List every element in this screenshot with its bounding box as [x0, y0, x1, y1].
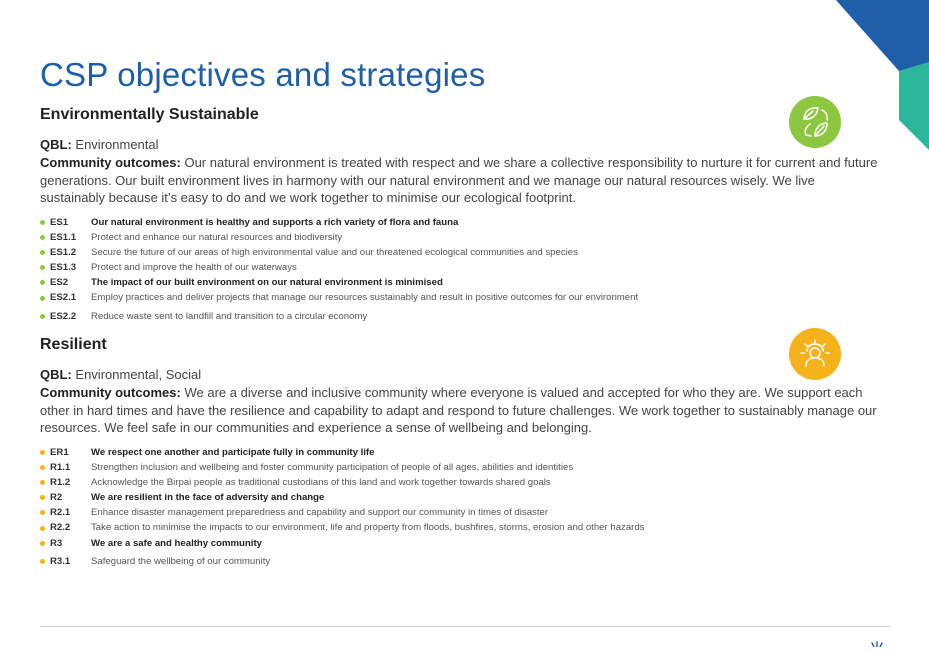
corner-teal-shape [836, 0, 929, 71]
strategy-item [40, 445, 880, 460]
outcomes-label: Community outcomes: [40, 385, 181, 400]
bullet-dot-icon [40, 235, 45, 240]
bullet-dot-icon [40, 541, 45, 546]
strategy-code: R2.1 [50, 507, 71, 519]
section-heading: Environmentally Sustainable [40, 106, 259, 123]
strategy-text: Take action to minimise the impacts to our environment, life and property from floods, bushfires, storms, erosion and other hazards [91, 522, 645, 534]
strategy-item [40, 490, 880, 505]
strategy-text: We respect one another and participate fully in community life [91, 446, 375, 458]
strategy-code: ER1 [50, 446, 69, 458]
strategy-code: R1.1 [50, 461, 71, 473]
strategy-code: R3 [50, 537, 63, 549]
section-heading: Resilient [40, 336, 107, 353]
strategy-text: Acknowledge the Birpai people as traditional custodians of this land and work together towards shared goals [91, 476, 551, 488]
strategy-text: Safeguard the wellbeing of our community [91, 555, 271, 567]
corner-teal-band [899, 62, 929, 150]
outcomes-text: We are a diverse and inclusive community where everyone is valued and accepted for who they are. We support each other in hard times and have the resilience and capability to adapt and respond to future challenges. We work together to sustainably manage our resources. We feel safe in our communities and experience a sense of wellbeing and belonging. [40, 385, 877, 435]
bullet-dot-icon [40, 220, 45, 225]
strategy-code: ES2 [50, 277, 69, 289]
strategy-item [40, 309, 880, 324]
strategy-text: Strengthen inclusion and wellbeing and foster community participation of people of all ages, abilities and identities [91, 461, 574, 473]
bullet-dot-icon [40, 265, 45, 270]
strategy-item [40, 230, 880, 245]
bullet-dot-icon [40, 280, 45, 285]
bullet-dot-icon [40, 450, 45, 455]
strategy-text: Protect and enhance our natural resources and biodiversity [91, 231, 343, 243]
strategy-code: ES1.3 [50, 262, 77, 274]
bullet-dot-icon [40, 465, 45, 470]
strategy-text: Reduce waste sent to landfill and transition to a circular economy [91, 310, 368, 322]
bullet-dot-icon [40, 495, 45, 500]
strategy-list [40, 215, 880, 324]
strategy-text: Secure the future of our areas of high environmental value and our threatened ecological communities and species [91, 246, 578, 258]
strategy-item [40, 520, 880, 535]
outcomes-label: Community outcomes: [40, 155, 181, 170]
strategy-code: ES2.2 [50, 310, 77, 322]
strategy-text: We are a safe and healthy community [91, 537, 262, 549]
strategy-item [40, 536, 880, 551]
footer-logo-mark [871, 634, 883, 652]
bullet-dot-icon [40, 250, 45, 255]
strategy-code: ES1.2 [50, 246, 77, 258]
bullet-dot-icon [40, 510, 45, 515]
strategy-code: R2 [50, 492, 63, 504]
strategy-code: ES2.1 [50, 292, 77, 304]
strategy-code: R2.2 [50, 522, 71, 534]
qbl-line [40, 367, 880, 382]
bullet-dot-icon [40, 314, 45, 319]
strategy-item [40, 554, 880, 569]
strategy-code: R1.2 [50, 476, 71, 488]
strategy-item [40, 475, 880, 490]
community-outcomes [40, 154, 880, 207]
section-resilient [40, 336, 880, 569]
section-environmentally-sustainable [40, 106, 880, 324]
strategy-code: R3.1 [50, 555, 71, 567]
qbl-label: QBL: [40, 367, 72, 382]
strategy-item [40, 505, 880, 520]
qbl-value: Environmental [75, 137, 159, 152]
strategy-item [40, 290, 880, 305]
strategy-item [40, 245, 880, 260]
corner-blue-shape [836, 0, 929, 71]
bullet-dot-icon [40, 296, 45, 301]
strategy-item [40, 460, 880, 475]
outcomes-text: Our natural environment is treated with respect and we share a collective responsibility to nurture it for current and future generations. Our built environment lives in harmony with our natural environment and we manage our natural resources wisely. We live sustainably because it’s easy to do and we work together to minimise our ecological footprint. [40, 155, 878, 205]
qbl-value: Environmental, Social [75, 367, 202, 382]
strategy-text: Employ practices and deliver projects that manage our resources sustainably and result in positive outcomes for our environment [91, 292, 639, 304]
person-sun-icon [789, 328, 841, 380]
bullet-dot-icon [40, 480, 45, 485]
strategy-code: ES1.1 [50, 231, 77, 243]
strategy-text: Enhance disaster management preparedness and capability and support our community in times of disaster [91, 507, 549, 519]
strategy-item [40, 215, 880, 230]
qbl-line [40, 137, 880, 152]
strategy-code: ES1 [50, 216, 69, 228]
strategy-text: We are resilient in the face of adversity and change [91, 492, 325, 504]
strategy-item [40, 275, 880, 290]
community-outcomes [40, 384, 880, 437]
footer-divider [40, 626, 890, 627]
strategy-list [40, 445, 880, 570]
qbl-label: QBL: [40, 137, 72, 152]
strategy-text: Our natural environment is healthy and supports a rich variety of flora and fauna [91, 216, 459, 228]
bullet-dot-icon [40, 526, 45, 531]
leaf-icon [789, 96, 841, 148]
strategy-text: The impact of our built environment on our natural environment is minimised [91, 277, 443, 289]
bullet-dot-icon [40, 559, 45, 564]
strategy-text: Protect and improve the health of our waterways [91, 262, 297, 274]
page-title: CSP objectives and strategies [40, 56, 486, 93]
strategy-item [40, 260, 880, 275]
